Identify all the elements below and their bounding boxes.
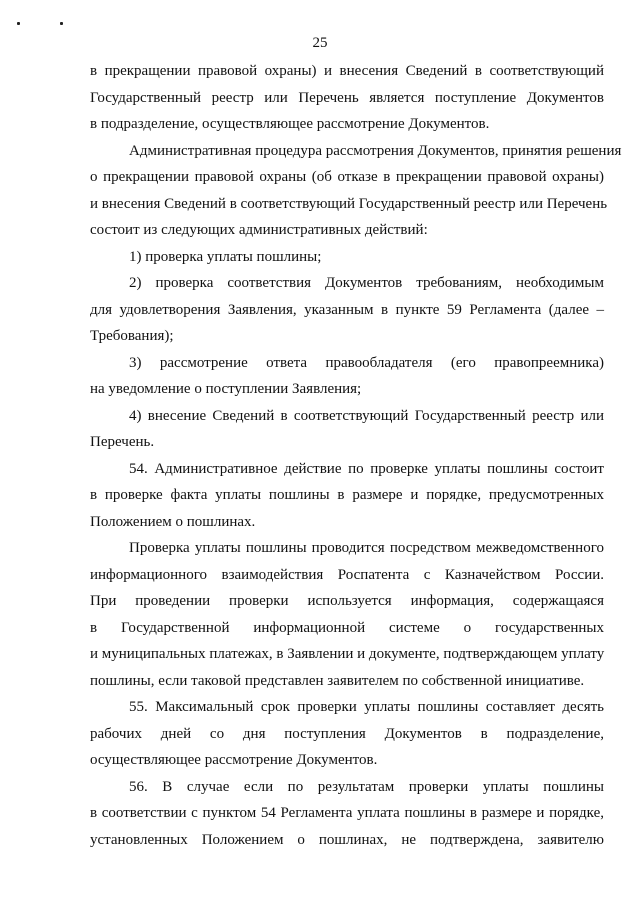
text-line: в проверке факта уплаты пошлины в размере и порядке, предусмотренных bbox=[90, 487, 604, 503]
text-line: в соответствии с пунктом 54 Регламента уплата пошлины в размере и порядке, bbox=[90, 805, 604, 821]
text-line: 4) внесение Сведений в соответствующий Государственный реестр или bbox=[129, 407, 604, 424]
scan-speck bbox=[60, 22, 63, 25]
text-line: состоит из следующих административных действий: bbox=[90, 222, 428, 238]
text-line: 1) проверка уплаты пошлины; bbox=[129, 248, 322, 265]
text-line: информационного взаимодействия Роспатента с Казначейством России. bbox=[90, 566, 604, 583]
text-line: в Государственной информационной системе о государственных bbox=[90, 619, 604, 636]
text-line: о прекращении правовой охраны (об отказе в прекращении правовой охраны) bbox=[90, 169, 604, 185]
text-line: Положением о пошлинах. bbox=[90, 513, 256, 530]
text-line: 56. В случае если по результатам проверки уплаты пошлины bbox=[129, 778, 604, 795]
text-line: и муниципальных платежах, в Заявлении и документе, подтверждающем уплату bbox=[90, 646, 605, 662]
text-line: осуществляющее рассмотрение Документов. bbox=[90, 752, 378, 768]
scan-speck bbox=[17, 22, 20, 25]
text-line: Проверка уплаты пошлины проводится посредством межведомственного bbox=[129, 540, 604, 556]
text-line: рабочих дней со дня поступления Документов в подразделение, bbox=[90, 725, 604, 742]
text-line: 3) рассмотрение ответа правообладателя (его правопреемника) bbox=[129, 354, 604, 371]
text-line: Административная процедура рассмотрения Документов, принятия решения bbox=[129, 142, 622, 159]
text-line: в подразделение, осуществляющее рассмотрение Документов. bbox=[90, 116, 490, 132]
text-line: 2) проверка соответствия Документов требованиям, необходимым bbox=[129, 275, 604, 291]
text-line: в прекращении правовой охраны) и внесения Сведений в соответствующий bbox=[90, 63, 604, 79]
page-number: 25 bbox=[312, 35, 328, 51]
text-line: Требования); bbox=[90, 328, 174, 344]
document-body bbox=[90, 58, 622, 853]
text-line: установленных Положением о пошлинах, не подтверждена, заявителю bbox=[90, 831, 604, 848]
text-line: 55. Максимальный срок проверки уплаты пошлины составляет десять bbox=[129, 699, 604, 715]
text-line: При проведении проверки используется информация, содержащаяся bbox=[90, 593, 604, 609]
text-line: Государственный реестр или Перечень является поступление Документов bbox=[90, 89, 604, 106]
text-line: 54. Административное действие по проверке уплаты пошлины состоит bbox=[129, 460, 604, 477]
text-line: пошлины, если таковой представлен заявителем по собственной инициативе. bbox=[90, 672, 585, 689]
text-line: для удовлетворения Заявления, указанным в пункте 59 Регламента (далее – bbox=[90, 301, 604, 318]
text-line: на уведомление о поступлении Заявления; bbox=[90, 381, 362, 397]
text-line: Перечень. bbox=[90, 434, 155, 450]
text-line: и внесения Сведений в соответствующий Государственный реестр или Перечень bbox=[90, 195, 608, 212]
